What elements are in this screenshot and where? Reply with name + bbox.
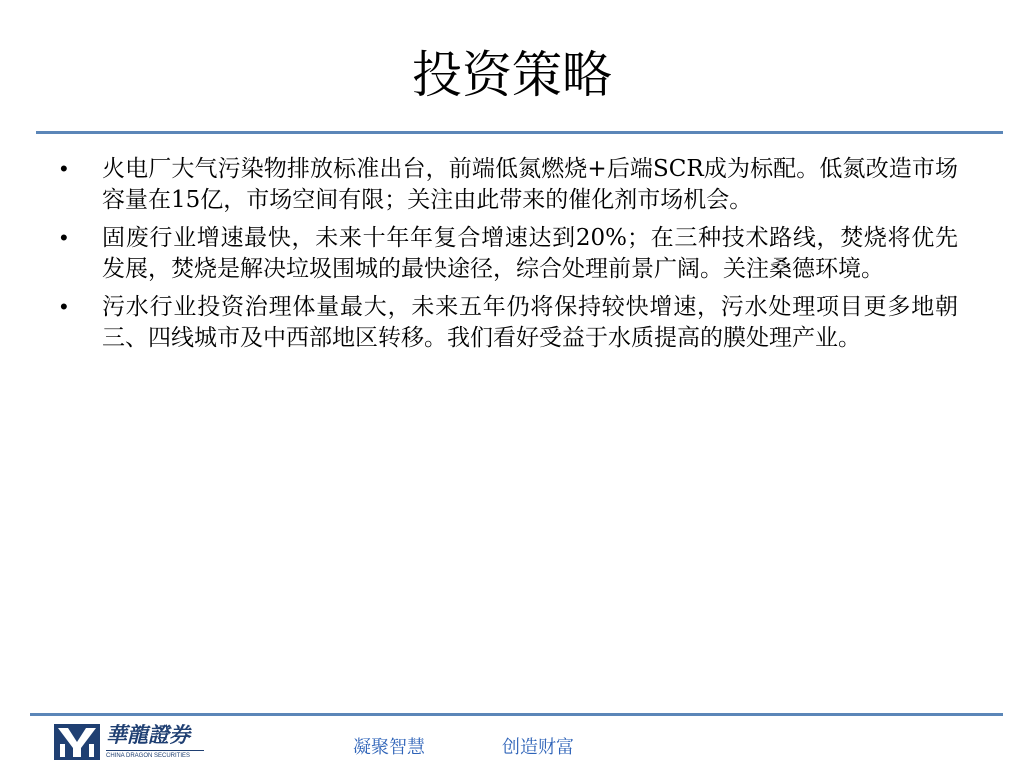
logo-name: 華龍證券 (106, 722, 190, 747)
bullet-marker: • (60, 294, 68, 319)
slogan-right: 创造财富 (502, 737, 574, 758)
bullet-marker: • (60, 156, 68, 181)
bullet-text-2: 固废行业增速最快，未来十年年复合增速达到20%；在三种技术路线，焚烧将优先发展，焚烧是解决垃圾围城的最快途径，综合处理前景广阔。关注桑德环境。 (102, 225, 958, 282)
slogan-left: 凝聚智慧 (353, 737, 425, 758)
title-divider (36, 131, 1003, 134)
slide-title: 投资策略 (412, 46, 612, 104)
bullet-item-1 (58, 154, 958, 215)
logo-subtitle: CHINA DRAGON SECURITIES (106, 753, 191, 759)
company-logo (54, 722, 206, 762)
logo-underline (106, 750, 204, 751)
bullet-text-1: 火电厂大气污染物排放标准出台，前端低氮燃烧+后端SCR成为标配。低氮改造市场容量在15亿，市场空间有限；关注由此带来的催化剂市场机会。 (102, 156, 958, 213)
bullet-text-3: 污水行业投资治理体量最大，未来五年仍将保持较快增速，污水处理项目更多地朝三、四线城市及中西部地区转移。我们看好受益于水质提高的膜处理产业。 (102, 294, 958, 351)
bullet-list (58, 154, 958, 361)
bullet-item-2 (58, 223, 958, 284)
footer-divider (30, 713, 1003, 716)
bullet-item-3 (58, 292, 958, 353)
china-dragon-logo-icon (54, 722, 100, 762)
bullet-marker: • (60, 225, 68, 250)
